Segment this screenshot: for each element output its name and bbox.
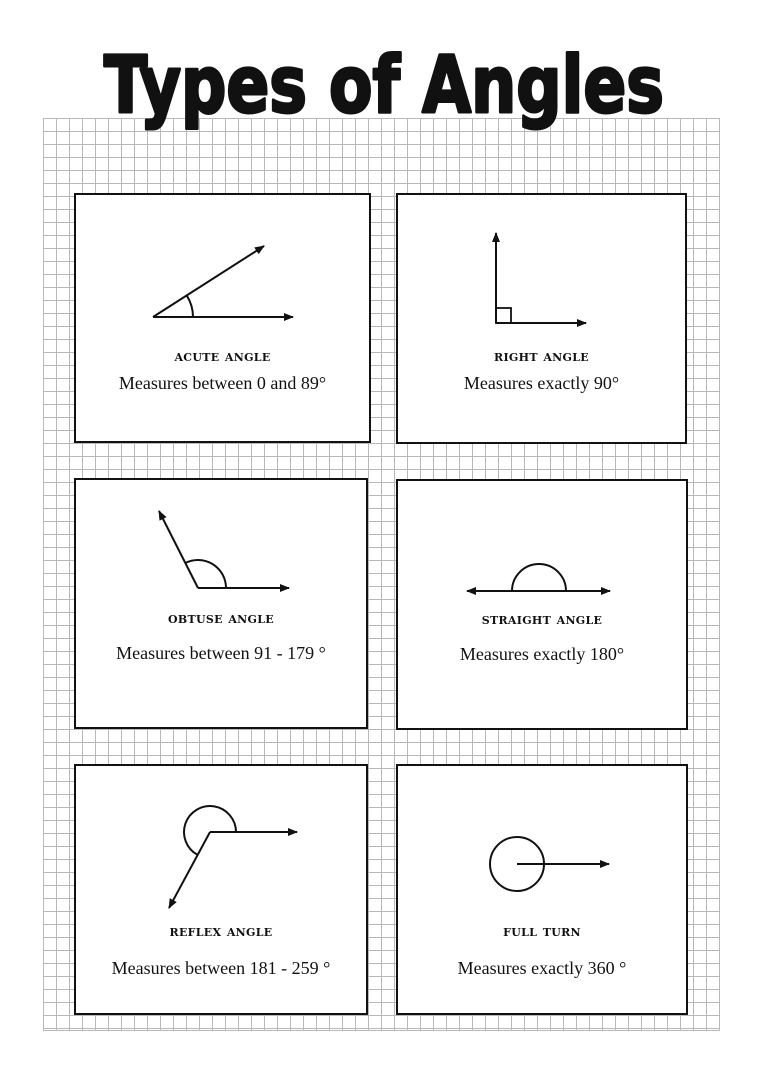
reflex-angle-diagram: [76, 766, 370, 1017]
acute-angle-diagram: [76, 195, 373, 445]
card-obtuse-angle: [74, 478, 368, 729]
obtuse-angle-diagram: [76, 480, 370, 731]
page-title-text: Types of Angles: [104, 41, 664, 131]
card-description: Measures between 0 and 89°: [118, 373, 327, 393]
card-title: straight angle: [481, 610, 603, 628]
card-right-angle: [396, 193, 687, 444]
page-title: [0, 30, 768, 140]
card-description: Measures exactly 180°: [459, 644, 625, 664]
card-description: Measures exactly 360 °: [457, 958, 627, 978]
card-title: right angle: [494, 347, 589, 365]
card-reflex-angle: [74, 764, 368, 1015]
right-angle-diagram: [398, 195, 689, 446]
card-title: reflex angle: [169, 922, 273, 940]
card-straight-angle: [396, 479, 688, 730]
card-acute-angle: [74, 193, 371, 443]
card-description: Measures between 181 - 259 °: [111, 958, 331, 978]
card-title: obtuse angle: [168, 609, 274, 627]
card-full-turn: [396, 764, 688, 1015]
card-title: full turn: [503, 922, 581, 940]
card-title: acute angle: [174, 347, 271, 365]
card-description: Measures between 91 - 179 °: [116, 643, 326, 663]
full-turn-diagram: [398, 766, 690, 1017]
straight-angle-diagram: [398, 481, 690, 732]
card-description: Measures exactly 90°: [463, 373, 620, 393]
